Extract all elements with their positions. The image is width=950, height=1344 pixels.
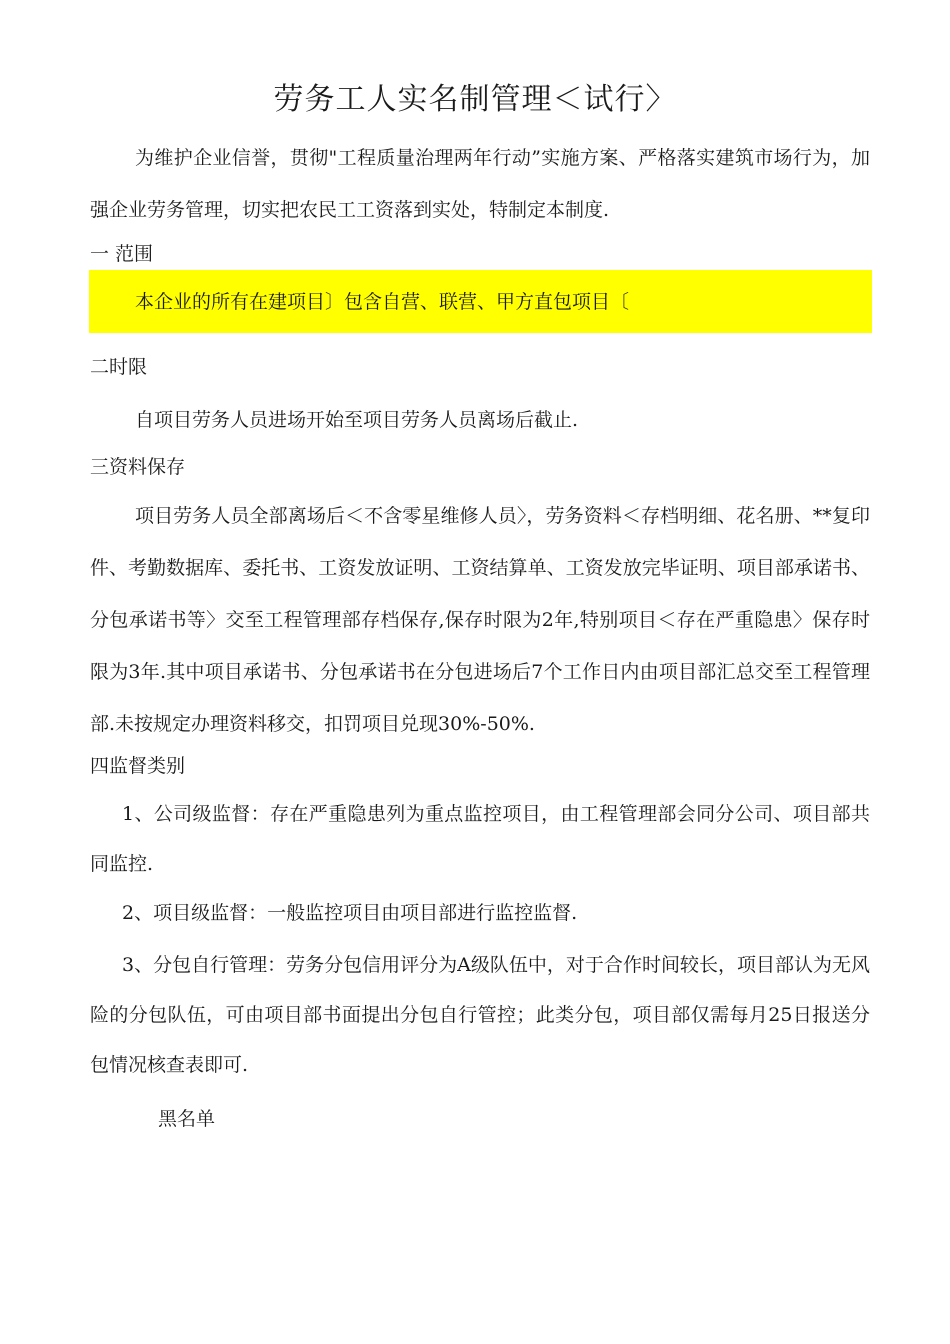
- intro-paragraph: 为维护企业信誉，贯彻"工程质量治理两年行动”实施方案、严格落实建筑市场行为，加强企业劳务管理，切实把农民工工资落到实处，特制定本制度.: [90, 147, 870, 221]
- supervision-item-subcontract: 3、分包自行管理：劳务分包信用评分为A级队伍中，对于合作时间较长，项目部认为无风险的分包队伍，可由项目部书面提出分包自行管控；此类分包，项目部仅需每月25日报送分包情况核查表即可.: [90, 954, 870, 1076]
- document-title: 劳务工人实名制管理＜试行〉: [273, 82, 677, 117]
- section-heading-records: 三资料保存: [90, 456, 186, 478]
- section-heading-scope: 一 范围: [90, 243, 154, 265]
- scope-text: 本企业的所有在建项目〕包含自营、联营、甲方直包项目〔: [135, 291, 630, 313]
- supervision-item-company: 1、公司级监督：存在严重隐患列为重点监控项目，由工程管理部会同分公司、项目部共同监控.: [90, 803, 870, 875]
- time-limit-text: 自项目劳务人员进场开始至项目劳务人员离场后截止.: [135, 409, 579, 431]
- section-heading-time-limit: 二时限: [90, 356, 148, 378]
- blacklist-heading: 黑名单: [158, 1108, 216, 1130]
- section-heading-supervision: 四监督类别: [90, 755, 186, 777]
- supervision-item-project: 2、项目级监督：一般监控项目由项目部进行监控监督.: [122, 902, 578, 924]
- records-paragraph: 项目劳务人员全部离场后＜不含零星维修人员〉，劳务资料＜存档明细、花名册、**复印件、考勤数据库、委托书、工资发放证明、工资结算单、工资发放完毕证明、项目部承诺书、分包承诺书等〉交至工程管理部存档保存,保存时限为2年,特别项目＜存在严重隐患〉保存时限为3年.其中项目承诺书、分包承诺书在分包进场后7个工作日内由项目部汇总交至工程管理部.未按规定办理资料移交，扣罚项目兑现30%-50%.: [90, 505, 870, 735]
